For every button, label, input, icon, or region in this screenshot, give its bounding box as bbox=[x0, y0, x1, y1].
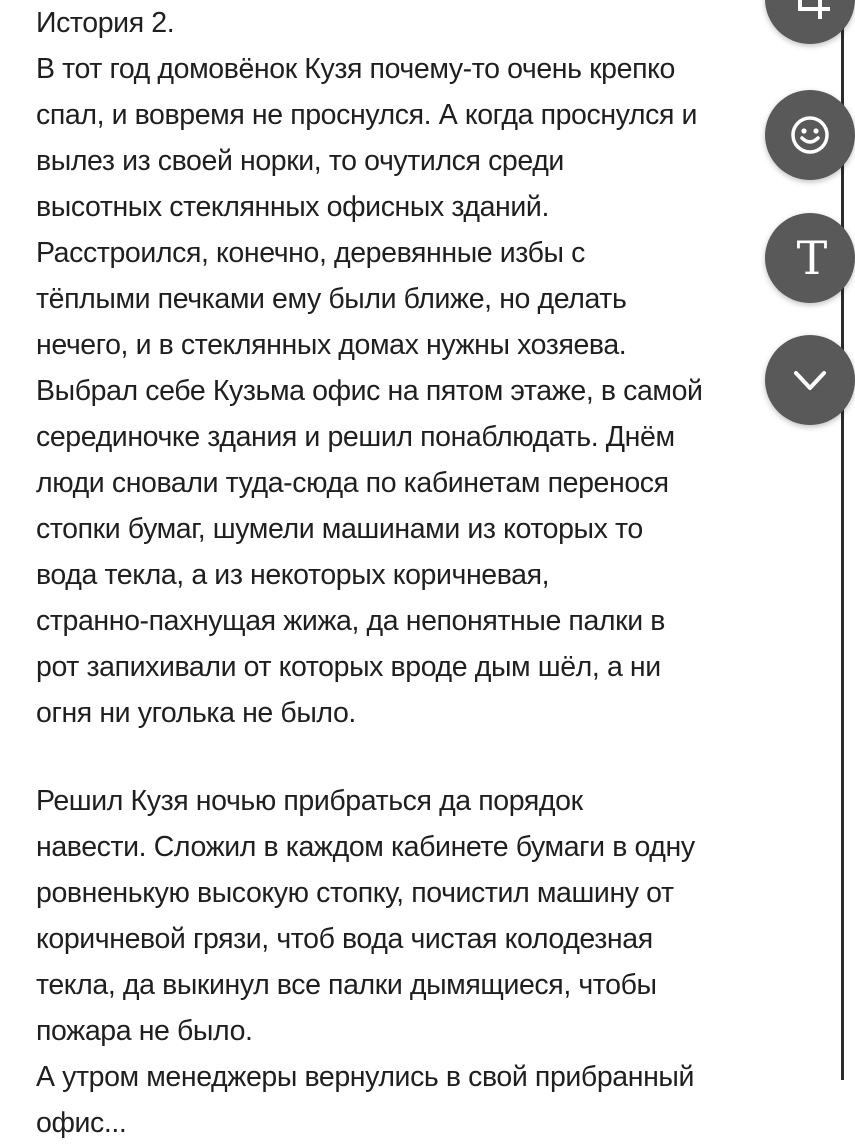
story-line: вылез из своей норки, то очутился среди bbox=[36, 145, 564, 177]
story-line: рот запихивали от которых вроде дым шёл, а ни bbox=[36, 651, 661, 683]
story-line: Расстроился, конечно, деревянные избы с bbox=[36, 237, 586, 269]
emoji-icon bbox=[787, 112, 833, 158]
story-line: Решил Кузя ночью прибраться да порядок bbox=[36, 785, 583, 817]
story-line: высотных стеклянных офисных зданий. bbox=[36, 191, 549, 223]
story-line: офис... bbox=[36, 1107, 127, 1139]
add-text-button[interactable] bbox=[765, 213, 855, 303]
story-line: вода текла, а из некоторых коричневая, bbox=[36, 559, 550, 591]
story-line: Выбрал себе Кузьма офис на пятом этаже, в самой bbox=[36, 375, 703, 407]
story-line: коричневой грязи, чтоб вода чистая колодезная bbox=[36, 923, 653, 955]
story-line: огня ни уголька не было. bbox=[36, 697, 356, 729]
story-line: нечего, и в стеклянных домах нужны хозяева. bbox=[36, 329, 627, 361]
emoji-sticker-button[interactable] bbox=[765, 90, 855, 180]
story-line: стопки бумаг, шумели машинами из которых то bbox=[36, 513, 643, 545]
story-paragraph-1 bbox=[36, 46, 826, 736]
crop-icon bbox=[788, 0, 832, 21]
story-line: люди сновали туда-сюда по кабинетам перенося bbox=[36, 467, 669, 499]
story-title: История 2. bbox=[36, 7, 175, 39]
story-line: В тот год домовёнок Кузя почему-то очень крепко bbox=[36, 53, 675, 85]
paragraph-gap bbox=[36, 736, 826, 778]
collapse-toolbar-button[interactable] bbox=[765, 335, 855, 425]
story-line: текла, да выкинул все палки дымящиеся, чтобы bbox=[36, 969, 657, 1001]
story-line: А утром менеджеры вернулись в свой прибранный bbox=[36, 1061, 695, 1093]
story-line: навести. Сложил в каждом кабинете бумаги в одну bbox=[36, 831, 695, 863]
story-text bbox=[36, 0, 826, 1146]
story-line: серединочке здания и решил понаблюдать. Днём bbox=[36, 421, 675, 453]
story-line: ровненькую высокую стопку, почистил машину от bbox=[36, 877, 674, 909]
text-icon: T bbox=[796, 231, 828, 285]
story-line: пожара не было. bbox=[36, 1015, 253, 1047]
chevron-down-icon bbox=[788, 358, 832, 402]
story-line: тёплыми печками ему были ближе, но делать bbox=[36, 283, 627, 315]
story-line: странно-пахнущая жижа, да непонятные палки в bbox=[36, 605, 665, 637]
story-line: спал, и вовремя не проснулся. А когда проснулся и bbox=[36, 99, 698, 131]
story-paragraph-2 bbox=[36, 778, 826, 1146]
